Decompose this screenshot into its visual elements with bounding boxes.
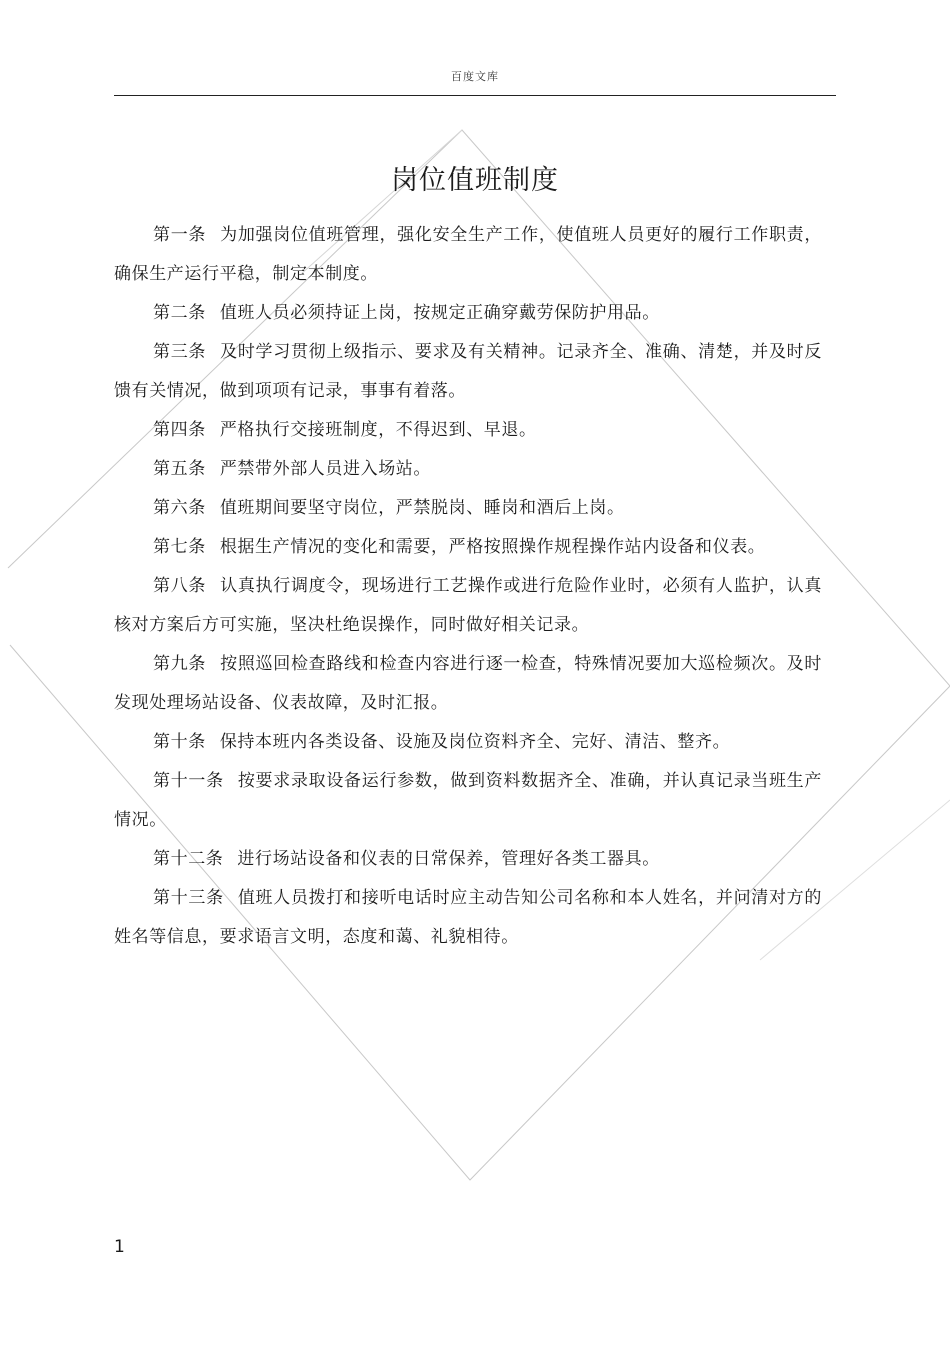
article-number: 第五条 [153, 459, 206, 479]
article-paragraph [114, 411, 822, 450]
article-number: 第十二条 [153, 849, 224, 869]
article-text: 及时学习贯彻上级指示、要求及有关精神。记录齐全、准确、清楚，并及时反馈有关情况，做到项项有记录，事事有着落。 [114, 342, 822, 401]
article-text: 严格执行交接班制度，不得迟到、早退。 [219, 420, 537, 440]
article-text: 保持本班内各类设备、设施及岗位资料齐全、完好、清洁、整齐。 [219, 732, 731, 752]
article-text: 按照巡回检查路线和检查内容进行逐一检查，特殊情况要加大巡检频次。及时发现处理场站设备、仪表故障，及时汇报。 [114, 654, 822, 713]
article-paragraph [114, 762, 822, 840]
document-body [114, 216, 822, 957]
article-number: 第三条 [153, 342, 207, 362]
article-number: 第十一条 [153, 771, 224, 791]
article-number: 第八条 [153, 576, 207, 596]
article-text: 值班人员拨打和接听电话时应主动告知公司名称和本人姓名，并问清对方的姓名等信息，要求语言文明，态度和蔼、礼貌相待。 [114, 888, 822, 947]
article-text: 值班期间要坚守岗位，严禁脱岗、睡岗和酒后上岗。 [219, 498, 625, 518]
article-text: 按要求录取设备运行参数，做到资料数据齐全、准确，并认真记录当班生产情况。 [114, 771, 822, 830]
article-paragraph [114, 645, 822, 723]
article-text: 进行场站设备和仪表的日常保养，管理好各类工器具。 [237, 849, 660, 869]
article-number: 第九条 [153, 654, 207, 674]
article-paragraph [114, 528, 822, 567]
article-number: 第六条 [153, 498, 206, 518]
article-paragraph [114, 333, 822, 411]
article-number: 第七条 [153, 537, 206, 557]
article-text: 为加强岗位值班管理，强化安全生产工作，使值班人员更好的履行工作职责，确保生产运行平稳，制定本制度。 [114, 225, 822, 284]
article-number: 第十条 [153, 732, 206, 752]
article-number: 第一条 [153, 225, 207, 245]
article-text: 严禁带外部人员进入场站。 [219, 459, 432, 479]
article-text: 根据生产情况的变化和需要，严格按照操作规程操作站内设备和仪表。 [219, 537, 766, 557]
article-paragraph [114, 879, 822, 957]
article-paragraph [114, 216, 822, 294]
article-paragraph [114, 489, 822, 528]
article-paragraph [114, 450, 822, 489]
article-text: 值班人员必须持证上岗，按规定正确穿戴劳保防护用品。 [219, 303, 660, 323]
article-paragraph [114, 567, 822, 645]
article-paragraph [114, 294, 822, 333]
header-divider [114, 95, 836, 96]
article-text: 认真执行调度令，现场进行工艺操作或进行危险作业时，必须有人监护，认真核对方案后方可实施，坚决杜绝误操作，同时做好相关记录。 [114, 576, 822, 635]
article-paragraph [114, 723, 822, 762]
article-number: 第二条 [153, 303, 206, 323]
document-title: 岗位值班制度 [391, 165, 559, 196]
page-header: 百度文库 [451, 70, 499, 83]
article-paragraph [114, 840, 822, 879]
article-number: 第十三条 [153, 888, 224, 908]
article-number: 第四条 [153, 420, 206, 440]
page-number: 1 [114, 1237, 125, 1257]
